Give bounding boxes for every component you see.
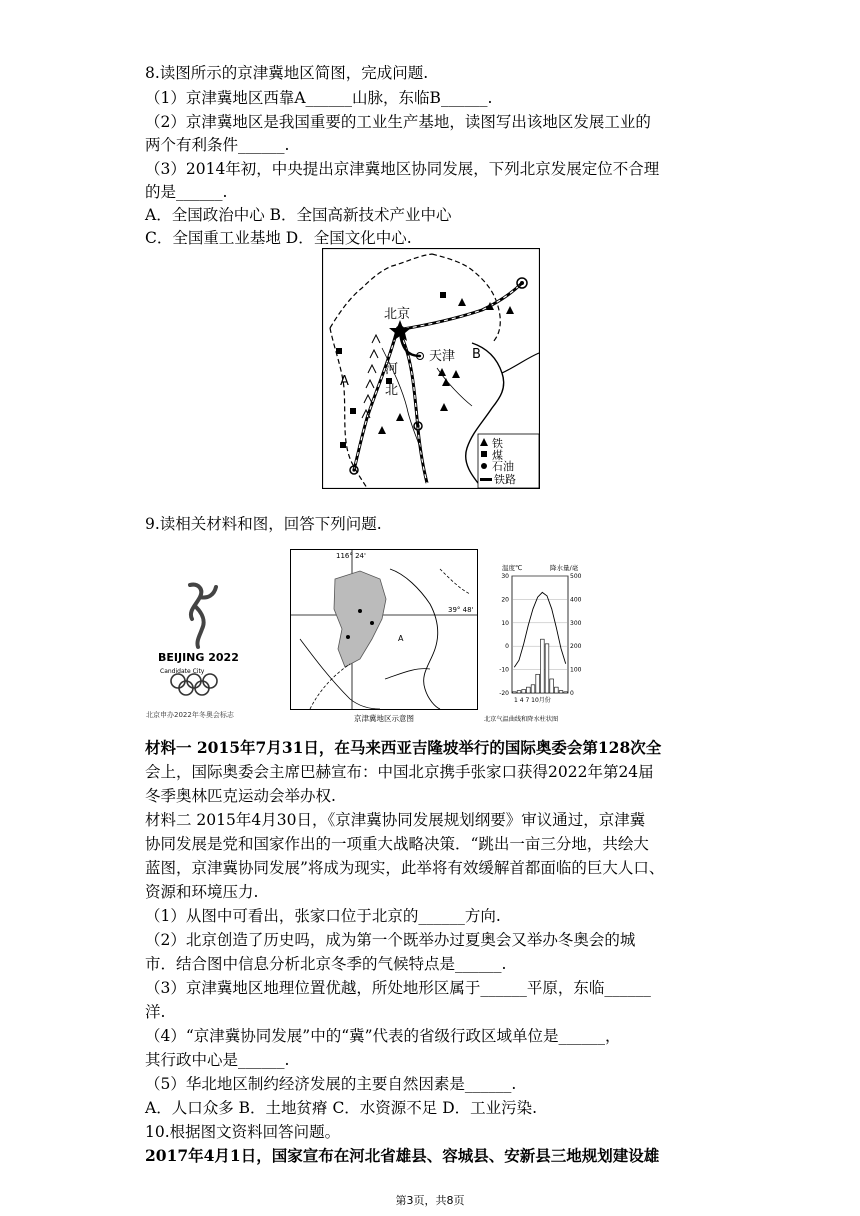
q9-part4-line2: 其行政中心是______.: [145, 1051, 290, 1069]
temperature-ticks: [499, 573, 509, 697]
q8-stem: 8.读图所示的京津冀地区简图，完成问题.: [145, 64, 429, 82]
q10-stem: 10.根据图文资料回答问题。: [145, 1123, 341, 1141]
q9-material1-line3: 冬季奥林匹克运动会举办权.: [145, 787, 336, 805]
region-map: [290, 549, 478, 725]
map-label-b: B: [472, 347, 481, 362]
map-legend: [478, 434, 539, 488]
temperature-tick-label: 30: [501, 573, 509, 580]
q9-material2-line2: 协同发展是党和国家作出的一项重大战略决策．“跳出一亩三分地，共绘大: [145, 835, 649, 853]
q8-part2-line1: （2）京津冀地区是我国重要的工业生产基地，读图写出该地区发展工业的: [145, 113, 651, 131]
precipitation-bar: [545, 644, 549, 693]
climate-chart-caption: 北京气温曲线和降水柱状图: [484, 716, 559, 723]
latitude-label: 39° 48': [448, 606, 474, 614]
logo-subtitle: Candidate City: [160, 668, 205, 675]
map-label-a: A: [340, 374, 349, 389]
q8-part1: （1）京津冀地区西靠A______山脉，东临B______.: [145, 89, 493, 107]
temperature-axis-title: 温度℃: [502, 564, 523, 572]
precipitation-bar: [522, 689, 526, 693]
q9-material1-line2: 会上，国际奥委会主席巴赫宣布：中国北京携手张家口获得2022年第24届: [145, 763, 654, 781]
map-label-tianjin: 天津: [429, 349, 456, 364]
q9-part3-line2: 洋.: [145, 1003, 166, 1021]
q8-options-cd: C．全国重工业基地 D．全国文化中心.: [145, 229, 412, 247]
q10-line1: 2017年4月1日，国家宣布在河北省雄县、容城县、安新县三地规划建设雄: [145, 1146, 660, 1165]
map-label-beijing: 北京: [384, 307, 411, 322]
precipitation-bar: [564, 692, 568, 693]
precipitation-bar: [513, 692, 517, 693]
precipitation-tick-label: 200: [570, 643, 582, 651]
precipitation-bar: [517, 691, 521, 693]
q8-options-ab: A．全国政治中心 B．全国高新技术产业中心: [145, 206, 452, 224]
page-footer: 第3页，共8页: [395, 1194, 465, 1207]
precipitation-bars: [513, 639, 568, 693]
legend-oil-icon: [481, 463, 487, 469]
precipitation-tick-label: 300: [570, 619, 582, 627]
precipitation-bar: [541, 639, 545, 693]
month-axis-labels: 1 4 7 10月份: [514, 697, 551, 704]
precipitation-axis-title: 降水量/毫: [550, 564, 579, 572]
map-label-he: 河: [385, 362, 399, 377]
q9-material2-line4: 资源和环境压力.: [145, 883, 259, 901]
precipitation-bar: [550, 679, 554, 693]
logo-caption: 北京申办2022年冬奥会标志: [146, 711, 234, 719]
q9-stem: 9.读相关材料和图，回答下列问题.: [145, 515, 382, 533]
q8-part3-line1: （3）2014年初，中央提出京津冀地区协同发展，下列北京发展定位不合理: [145, 160, 660, 178]
precipitation-ticks: [570, 573, 582, 697]
q9-part3-line1: （3）京津冀地区地理位置优越，所处地形区属于______平原，东临______: [145, 979, 651, 997]
temperature-tick-label: 0: [505, 643, 509, 651]
jingjinji-sketch-map: [322, 248, 540, 489]
temperature-tick-label: 10: [501, 619, 509, 627]
q9-part1: （1）从图中可看出，张家口位于北京的______方向.: [145, 907, 501, 925]
q9-part4-line1: （4）“京津冀协同发展”中的“冀”代表的省级行政区域单位是______，: [145, 1027, 621, 1045]
olympic-rings-icon: [171, 674, 217, 695]
legend-coal-icon: [481, 451, 487, 457]
q9-part5: （5）华北地区制约经济发展的主要自然因素是______.: [145, 1075, 517, 1093]
region-map-label-a: A: [398, 634, 404, 643]
q9-material2-line1: 材料二 2015年4月30日，《京津冀协同发展规划纲要》审议通过，京津冀: [145, 811, 646, 829]
temperature-tick-label: -20: [499, 690, 509, 697]
beijing-climate-chart: [482, 562, 594, 725]
q9-material1-line1: 材料一 2015年7月31日，在马来西亚吉隆坡举行的国际奥委会第128次全: [145, 738, 662, 757]
temperature-tick-label: -10: [499, 666, 509, 674]
precipitation-tick-label: 100: [570, 666, 582, 674]
q9-part2-line2: 市．结合图中信息分析北京冬季的气候特点是______.: [145, 955, 507, 973]
q8-part2-line2: 两个有利条件______.: [145, 136, 290, 154]
longitude-label: 116° 24': [336, 552, 366, 560]
precipitation-bar: [536, 674, 540, 693]
precipitation-tick-label: 400: [570, 596, 582, 604]
region-map-caption: 京津冀地区示意图: [354, 714, 414, 723]
temperature-tick-label: 20: [501, 596, 509, 604]
precipitation-tick-label: 500: [570, 573, 582, 580]
legend-railway-label: 铁路: [494, 473, 516, 486]
legend-oil-label: 石油: [492, 460, 514, 473]
precipitation-bar: [531, 685, 535, 693]
legend-iron-label: 铁: [492, 437, 503, 450]
temperature-curve: [514, 592, 565, 667]
q9-options: A．人口众多 B．土地贫瘠 C．水资源不足 D．工业污染.: [145, 1099, 538, 1117]
q9-material2-line3: 蓝图，京津冀协同发展”将成为现实，此举将有效缓解首都面临的巨大人口、: [145, 859, 665, 877]
precipitation-bar: [559, 691, 563, 693]
olympic-bid-logo: [140, 555, 280, 723]
q8-part3-line2: 的是______.: [145, 183, 228, 201]
precipitation-tick-label: 0: [570, 690, 574, 697]
legend-coal-label: 煤: [492, 449, 503, 462]
legend-railway-icon: [480, 478, 492, 481]
map-label-bei: 北: [385, 383, 399, 398]
logo-text: BEIJING 2022: [158, 651, 239, 664]
precipitation-bar: [527, 687, 531, 693]
precipitation-bar: [555, 687, 559, 693]
q9-part2-line1: （2）北京创造了历史吗，成为第一个既举办过夏奥会又举办冬奥会的城: [145, 931, 636, 949]
